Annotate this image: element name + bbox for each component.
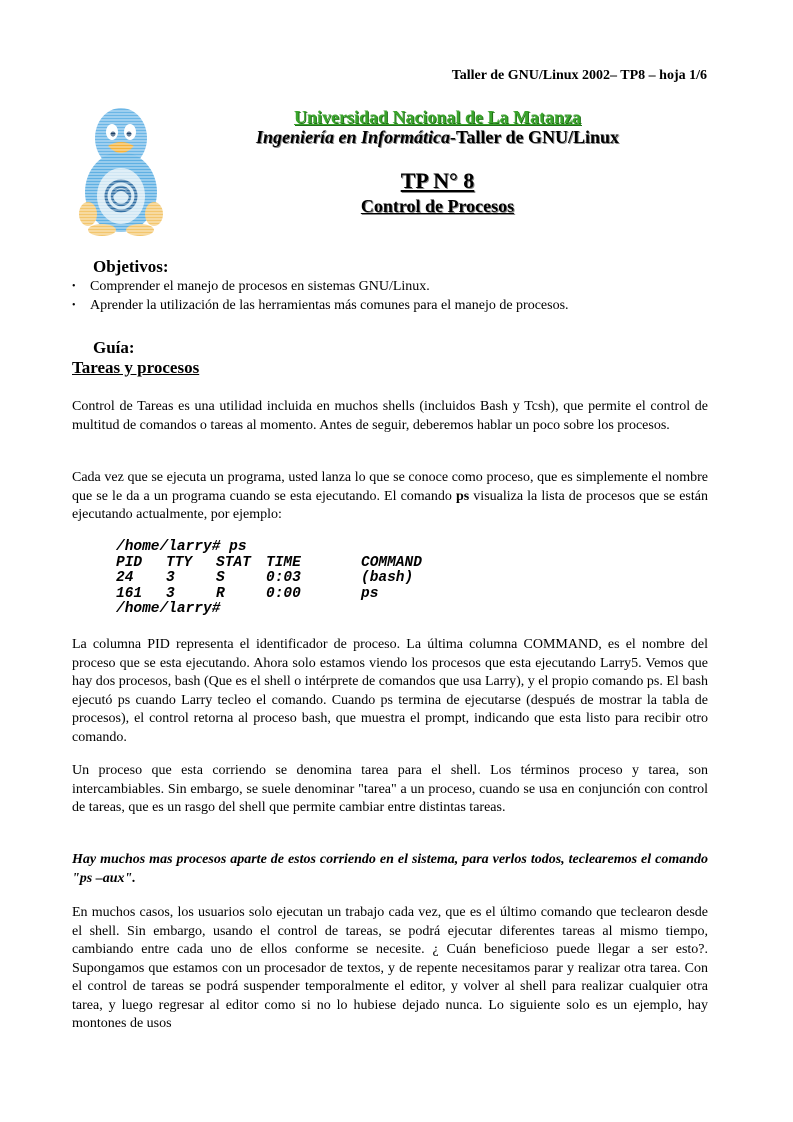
code-cell: 161 <box>116 585 143 602</box>
paragraph: En muchos casos, los usuarios solo ejecutan un trabajo cada vez, que es el último comando que teclearon desde el shell. Sin embargo, usando el control de tareas, se podrá ejecutar diferentes tareas al mismo tiempo, cambiando entre cada uno de ellos conforme se necesite. ¿ Cuán beneficioso puede llegar a ser esto?. Supongamos que estamos con un procesador de textos, y de repente necesitamos parar y realizar otra tarea. Con el control de tareas se podrá suspender temporalmente el editor, y volver al shell para realizar cualquier otra tarea, y luego regresar al editor como si no lo hubiese dejado nunca. Lo siguiente solo es un ejemplo, hay montones de usos <box>72 905 708 1031</box>
code-prompt: /home/larry# <box>116 601 221 617</box>
bullet-icon: • <box>72 281 76 292</box>
code-cell: TTY <box>166 554 193 571</box>
code-cell: 0:03 <box>266 570 301 586</box>
subtitle-rest: Taller de GNU/Linux <box>455 127 620 147</box>
code-cell: 0:00 <box>266 585 301 602</box>
code-cell: 3 <box>166 585 175 602</box>
course-subtitle <box>200 127 675 148</box>
list-item <box>72 296 712 315</box>
objetivos-list <box>72 277 712 315</box>
guia-heading: Guía: <box>93 338 135 357</box>
command-name: ps <box>455 488 470 504</box>
objetivos-heading: Objetivos: <box>93 257 169 276</box>
code-cell: PID <box>116 554 143 571</box>
code-cell: R <box>216 585 225 602</box>
paragraph-emphasis: Hay muchos mas procesos aparte de estos corriendo en el sistema, para verlos todos, teclearemos el comando "ps –aux". <box>72 852 708 886</box>
code-cell: STAT <box>216 554 251 571</box>
bullet-icon: • <box>72 300 76 311</box>
code-cell: 24 <box>116 570 134 586</box>
section-title: Tareas y procesos <box>72 358 200 377</box>
paragraph-text: visualiza la lista de procesos que se están ejecutando actualmente, por ejemplo: <box>72 488 708 522</box>
code-block <box>116 540 422 618</box>
code-line <box>116 602 422 618</box>
code-cell: S <box>216 570 225 586</box>
paragraph: Un proceso que esta corriendo se denomina tarea para el shell. Los términos proceso y tarea, son intercambiables. Sin embargo, se suele denominar "tarea" a un proceso, cuando se usa en conjunción con control de tareas, que es un rasgo del shell que permite cambiar entre distintas tareas. <box>72 763 708 815</box>
tp-title: Control de Procesos <box>360 196 515 216</box>
code-prompt: /home/larry# ps <box>116 539 247 555</box>
list-item-text: Comprender el manejo de procesos en sistemas GNU/Linux. <box>90 279 430 294</box>
list-item-text: Aprender la utilización de las herramientas más comunes para el manejo de procesos. <box>90 298 569 313</box>
code-line <box>116 540 422 556</box>
paragraph: Control de Tareas es una utilidad incluida en muchos shells (incluidos Bash y Tcsh), que permite el control de multitud de comandos o tareas al momento. Antes de seguir, deberemos hablar un poco sobre los procesos. <box>72 399 708 433</box>
code-cell: (bash) <box>361 570 414 586</box>
code-cell: 3 <box>166 570 175 586</box>
tux-logo-icon <box>78 104 164 236</box>
code-cell: COMMAND <box>361 554 422 571</box>
paragraph <box>72 469 708 525</box>
code-row <box>116 571 422 587</box>
code-cell: ps <box>361 585 379 602</box>
university-name: Universidad Nacional de La Matanza <box>293 107 581 127</box>
code-cell: TIME <box>266 554 301 571</box>
running-header: Taller de GNU/Linux 2002– TP8 – hoja 1/6 <box>451 68 707 83</box>
paragraph: La columna PID representa el identificador de proceso. La última columna COMMAND, es el nombre del proceso que se esta ejecutando. Ahora solo estamos viendo los procesos que esta ejecutando Larry5. Vemos que hay dos procesos, bash (Que es el shell o intérprete de comandos que usa Larry), y el propio comando ps. El bash ejecutó ps cuando Larry tecleo el comando. Cuando ps termina de ejecutarse (después de mostrar la tabla de procesos), el control retorna al proceso bash, que muestra el prompt, indicando que esta listo para recibir otro comando. <box>72 637 708 745</box>
subtitle-italic: Ingeniería en Informática- <box>255 127 456 147</box>
paragraph-text: Cada vez que se ejecuta un programa, usted lanza lo que se conoce como proceso, que es simplemente el nombre que se le da a un programa cuando se esta ejecutando. El comando <box>72 470 708 504</box>
tp-number: TP N° 8 <box>400 168 475 193</box>
list-item <box>72 277 712 296</box>
code-header-row <box>116 556 422 572</box>
code-row <box>116 587 422 603</box>
